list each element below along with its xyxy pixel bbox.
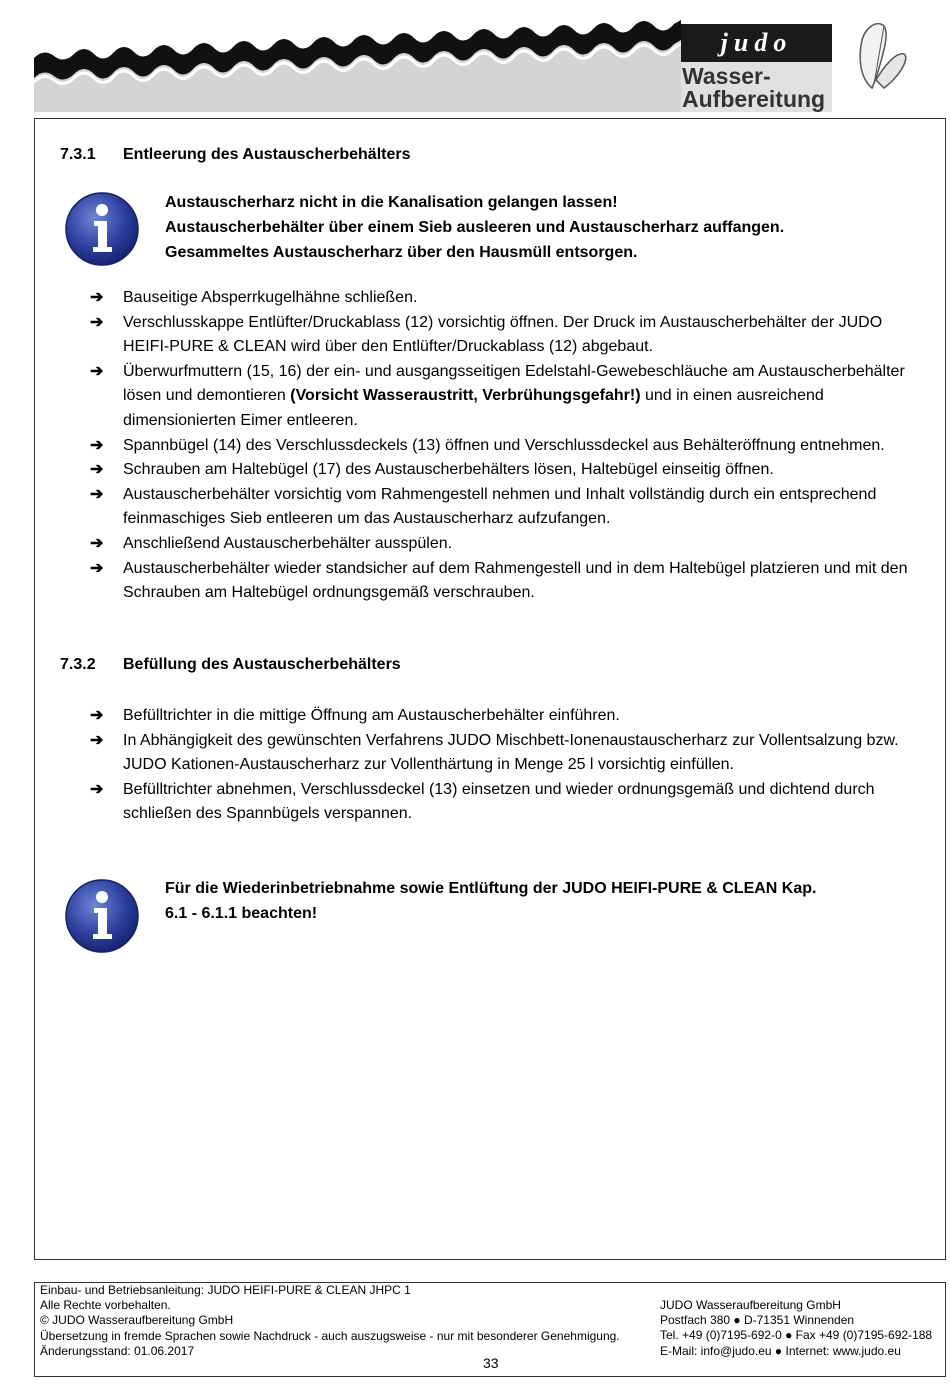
arrow-icon: ➔	[90, 731, 104, 749]
footer-right	[660, 1298, 932, 1359]
list-item: ➔ Schrauben am Haltebügel (17) des Austauscherbehälters lösen, Haltebügel einseitig öffnen.	[90, 458, 923, 483]
arrow-icon: ➔	[90, 436, 104, 454]
arrow-icon: ➔	[90, 313, 104, 331]
note-line: Gesammeltes Austauscherharz über den Hausmüll entsorgen.	[165, 244, 638, 261]
logo-line2: Aufbereitung	[682, 86, 826, 112]
arrow-icon: ➔	[90, 559, 104, 577]
footer-line: E-Mail: info@judo.eu ● Internet: www.judo.eu	[660, 1343, 901, 1358]
arrow-icon: ➔	[90, 289, 104, 306]
arrow-icon: ➔	[90, 780, 104, 798]
list-item: ➔ Bauseitige Absperrkugelhähne schließen.	[90, 286, 923, 311]
section-heading-732	[60, 656, 401, 674]
section-number: 7.3.1	[60, 146, 96, 163]
note-line: 6.1 - 6.1.1 beachten!	[165, 905, 318, 922]
footer-line: Tel. +49 (0)7195-692-0 ● Fax +49 (0)7195-692-188	[660, 1328, 933, 1343]
arrow-icon: ➔	[90, 534, 104, 552]
arrow-icon: ➔	[90, 485, 104, 503]
list-item: ➔ Überwurfmuttern (15, 16) der ein- und ausgangsseitigen Edelstahl-Gewebeschläuche am Austauscherbehälter lösen und demontieren (Vorsicht Wasseraustritt, Verbrühungsgefahr!) und in einen ausreichend dimensionierten Eimer entleeren.	[90, 360, 923, 434]
list-item: ➔ Befülltrichter in die mittige Öffnung am Austauscherbehälter einführen.	[90, 704, 923, 729]
steps-list-2	[90, 704, 923, 827]
page-header	[0, 0, 950, 118]
footer-line: Einbau- und Betriebsanleitung: JUDO HEIFI-PURE & CLEAN JHPC 1	[40, 1283, 411, 1297]
note-line: Für die Wiederinbetriebnahme sowie Entlüftung der JUDO HEIFI-PURE & CLEAN Kap.	[165, 880, 817, 897]
logo-line1: Wasser-	[682, 63, 771, 89]
list-item: ➔ Austauscherbehälter wieder standsicher auf dem Rahmengestell und in dem Haltebügel platzieren und mit den Schrauben am Haltebügel ordnungsgemäß verschrauben.	[90, 557, 923, 606]
footer-line: Alle Rechte vorbehalten.	[40, 1298, 171, 1313]
page-number: 33	[483, 1355, 499, 1371]
note-line: Austauscherharz nicht in die Kanalisation gelangen lassen!	[165, 194, 618, 211]
footer-line: JUDO Wasseraufbereitung GmbH	[660, 1298, 841, 1312]
arrow-icon: ➔	[90, 707, 104, 724]
warning-note-1	[165, 190, 784, 265]
footer-line: Änderungsstand: 01.06.2017	[40, 1343, 195, 1358]
butterfly-icon	[850, 18, 910, 96]
list-item: ➔ Anschließend Austauscherbehälter ausspülen.	[90, 532, 923, 557]
list-item: ➔ Austauscherbehälter vorsichtig vom Rahmengestell nehmen und Inhalt vollständig durch ein entsprechend feinmaschiges Sieb entleeren um das Austauscherharz aufzufangen.	[90, 483, 923, 532]
footer-line: © JUDO Wasseraufbereitung GmbH	[40, 1313, 234, 1328]
note-line: Austauscherbehälter über einem Sieb ausleeren und Austauscherharz auffangen.	[165, 219, 785, 236]
warning-text: (Vorsicht Wasseraustritt, Verbrühungsgefahr!)	[290, 387, 641, 405]
info-icon	[64, 191, 140, 267]
list-item: ➔ Befülltrichter abnehmen, Verschlussdeckel (13) einsetzen und wieder ordnungsgemäß und dichtend durch schließen des Spannbügels verspannen.	[90, 778, 923, 827]
list-item: ➔ In Abhängigkeit des gewünschten Verfahrens JUDO Mischbett-Ionenaustauscherharz zur Vollentsalzung bzw. JUDO Kationen-Austauscherharz zur Vollenthärtung in Menge 25 l vorsichtig einfüllen.	[90, 729, 923, 778]
arrow-icon: ➔	[90, 362, 104, 380]
steps-list-1	[90, 286, 923, 606]
logo-brand: judo	[720, 28, 793, 57]
info-icon	[64, 878, 140, 954]
section-number: 7.3.2	[60, 656, 96, 673]
footer-left	[40, 1283, 620, 1359]
section-title: Entleerung des Austauscherbehälters	[123, 146, 411, 163]
section-heading-731	[60, 146, 411, 164]
section-title: Befüllung des Austauscherbehälters	[123, 656, 401, 673]
judo-logo	[681, 24, 832, 112]
page-footer	[34, 1282, 946, 1377]
footer-line: Übersetzung in fremde Sprachen sowie Nachdruck - auch auszugsweise - nur mit besonderer Genehmigung.	[40, 1328, 620, 1343]
list-item: ➔ Verschlusskappe Entlüfter/Druckablass (12) vorsichtig öffnen. Der Druck im Austauscherbehälter der JUDO HEIFI-PURE & CLEAN wird über den Entlüfter/Druckablass (12) abgebaut.	[90, 311, 923, 360]
footer-line: Postfach 380 ● D-71351 Winnenden	[660, 1313, 855, 1328]
warning-note-2	[165, 876, 816, 926]
arrow-icon: ➔	[90, 461, 104, 479]
list-item: ➔ Spannbügel (14) des Verschlussdeckels (13) öffnen und Verschlussdeckel aus Behälteröffnung entnehmen.	[90, 434, 923, 459]
